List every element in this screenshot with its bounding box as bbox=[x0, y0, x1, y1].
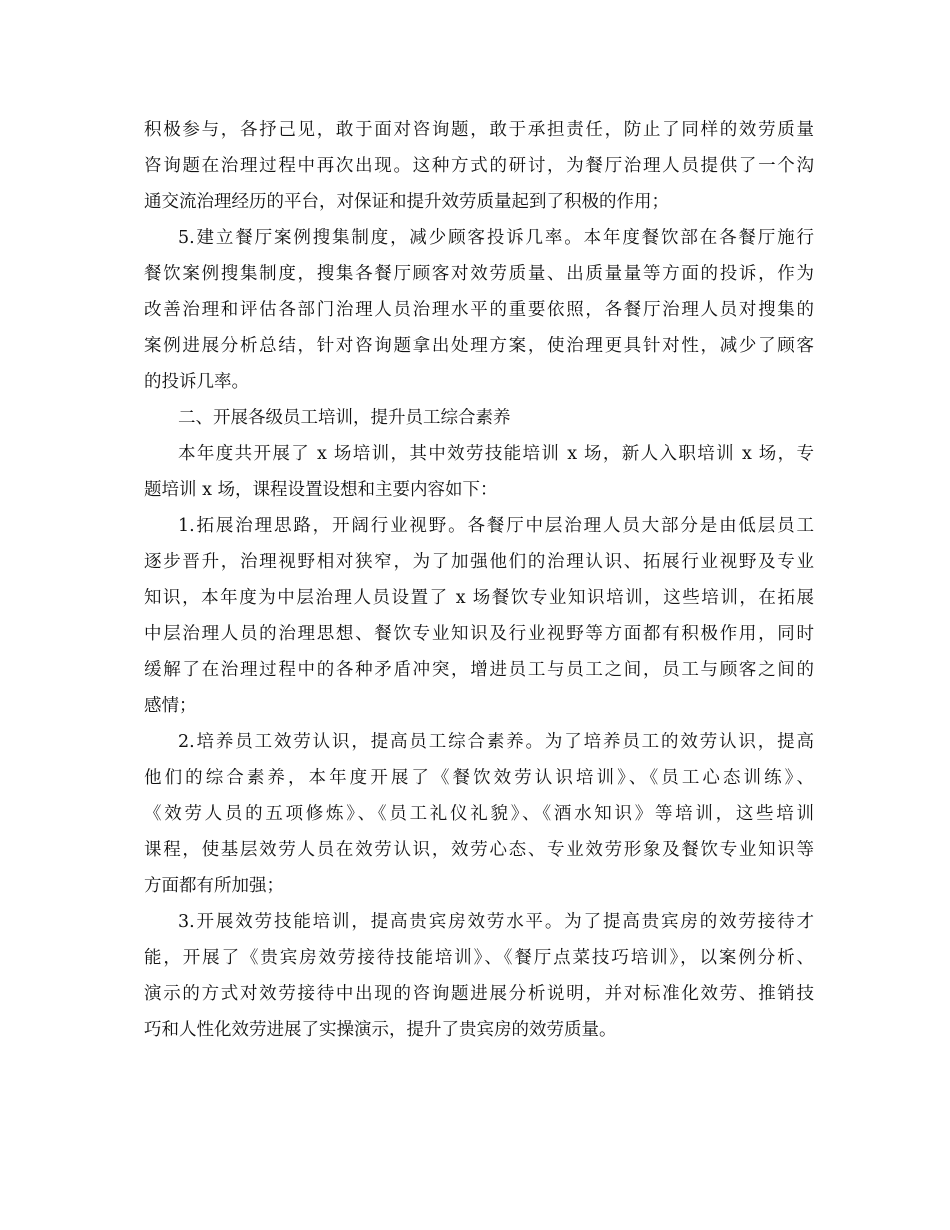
text-line: 中层治理人员的治理思想、餐饮专业知识及行业视野等方面都有积极作用，同时 bbox=[144, 624, 814, 644]
text-line: 缓解了在治理过程中的各种矛盾冲突，增进员工与员工之间，员工与顾客之间的 bbox=[144, 660, 814, 680]
section-heading bbox=[144, 400, 814, 436]
text-line: 咨询题在治理过程中再次出现。这种方式的研讨，为餐厅治理人员提供了一个沟 bbox=[144, 156, 814, 176]
paragraph-item-1 bbox=[144, 508, 814, 724]
text-line: 逐步晋升，治理视野相对狭窄，为了加强他们的治理认识、拓展行业视野及专业 bbox=[144, 552, 814, 572]
paragraph-item-2 bbox=[144, 724, 814, 904]
text-line: 方面都有所加强； bbox=[144, 876, 284, 896]
text-line: 通交流治理经历的平台，对保证和提升效劳质量起到了积极的作用； bbox=[144, 192, 669, 212]
text-line: 《效劳人员的五项修炼》、《员工礼仪礼貌》、《酒水知识》等培训，这些培训 bbox=[144, 804, 814, 824]
text-line: 餐饮案例搜集制度，搜集各餐厅顾客对效劳质量、出质量量等方面的投诉，作为 bbox=[144, 264, 814, 284]
text-line: 演示的方式对效劳接待中出现的咨询题进展分析说明，并对标准化效劳、推销技 bbox=[144, 984, 814, 1004]
paragraph-item-5 bbox=[144, 220, 814, 400]
text-line: 案例进展分析总结，针对咨询题拿出处理方案，使治理更具针对性，减少了顾客 bbox=[144, 336, 814, 356]
text-line: 他们的综合素养，本年度开展了《餐饮效劳认识培训》、《员工心态训练》、 bbox=[144, 768, 814, 788]
text-line: 二、开展各级员工培训，提升员工综合素养 bbox=[178, 408, 511, 428]
text-line: 改善治理和评估各部门治理人员治理水平的重要依照，各餐厅治理人员对搜集的 bbox=[144, 300, 814, 320]
paragraph-item-3 bbox=[144, 904, 814, 1048]
text-line: 积极参与，各抒己见，敢于面对咨询题，敢于承担责任，防止了同样的效劳质量 bbox=[144, 120, 814, 140]
text-line: 3.开展效劳技能培训，提高贵宾房效劳水平。为了提高贵宾房的效劳接待才 bbox=[178, 912, 814, 932]
text-line: 课程，使基层效劳人员在效劳认识，效劳心态、专业效劳形象及餐饮专业知识等 bbox=[144, 840, 814, 860]
text-line: 5.建立餐厅案例搜集制度，减少顾客投诉几率。本年度餐饮部在各餐厅施行 bbox=[178, 228, 814, 248]
text-line: 的投诉几率。 bbox=[144, 372, 249, 392]
text-line: 能，开展了《贵宾房效劳接待技能培训》、《餐厅点菜技巧培训》，以案例分析、 bbox=[144, 948, 814, 968]
text-line: 题培训 x 场，课程设置设想和主要内容如下： bbox=[144, 480, 498, 500]
document-body bbox=[144, 112, 814, 1048]
text-line: 1.拓展治理思路，开阔行业视野。各餐厅中层治理人员大部分是由低层员工 bbox=[178, 516, 814, 536]
text-line: 知识，本年度为中层治理人员设置了 x 场餐饮专业知识培训，这些培训，在拓展 bbox=[144, 588, 814, 608]
text-line: 本年度共开展了 x 场培训，其中效劳技能培训 x 场，新人入职培训 x 场，专 bbox=[178, 444, 814, 464]
paragraph-continuation bbox=[144, 112, 814, 220]
text-line: 巧和人性化效劳进展了实操演示，提升了贵宾房的效劳质量。 bbox=[144, 1020, 617, 1040]
text-line: 感情； bbox=[144, 696, 197, 716]
paragraph-training-summary bbox=[144, 436, 814, 508]
text-line: 2.培养员工效劳认识，提高员工综合素养。为了培养员工的效劳认识，提高 bbox=[178, 732, 814, 752]
